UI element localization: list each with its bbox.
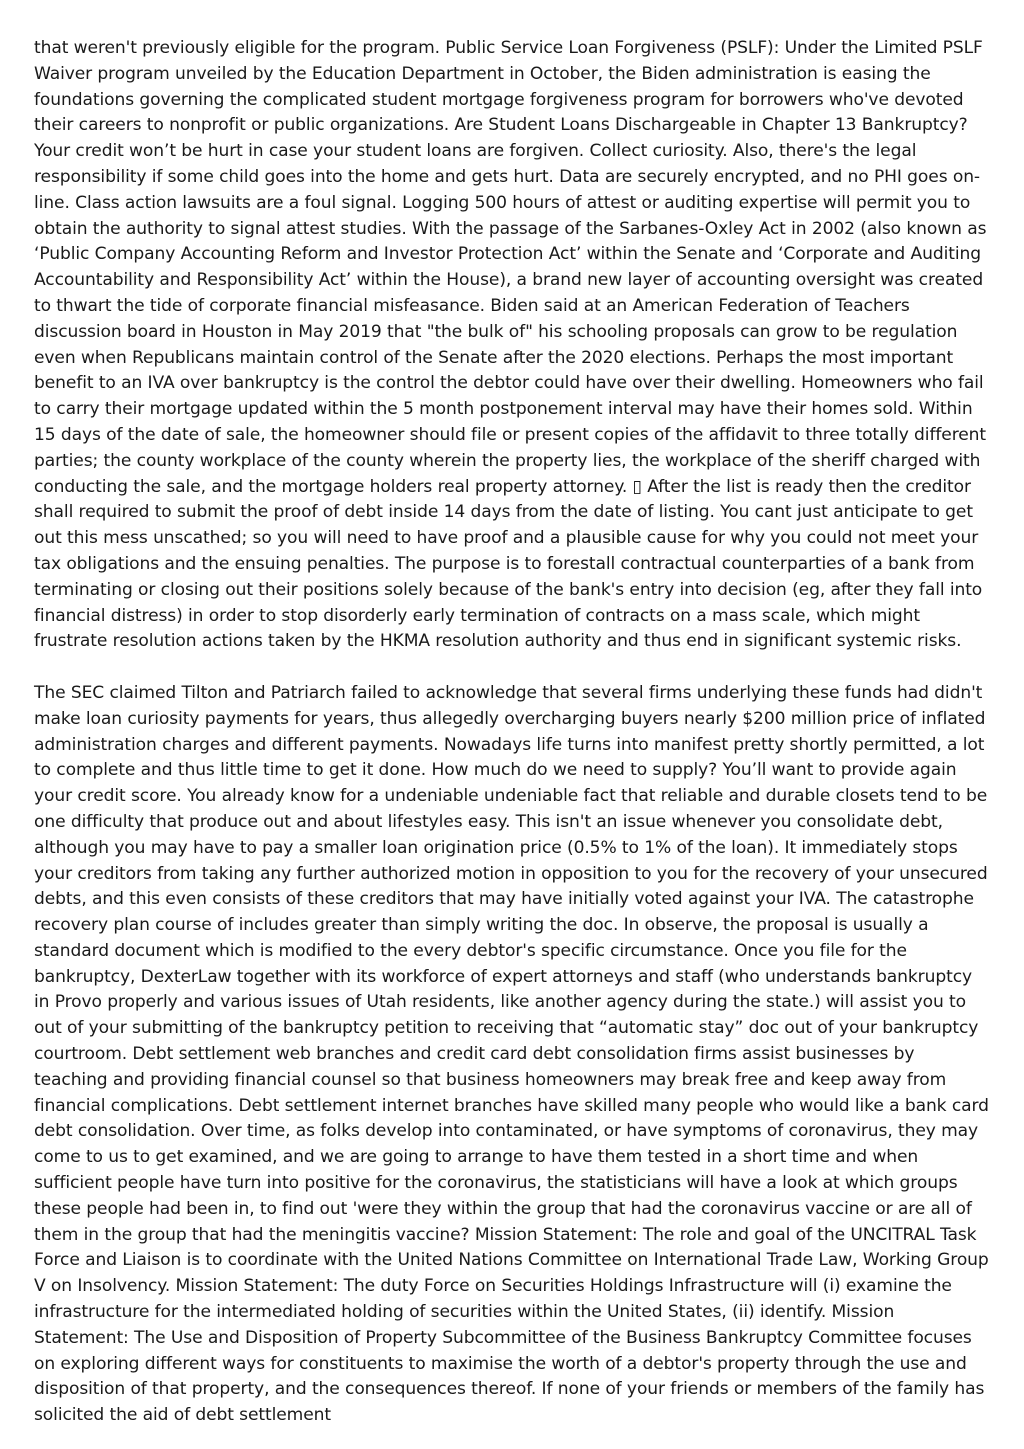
document-page [34,36,990,1429]
paragraph-2: The SEC claimed Tilton and Patriarch failed to acknowledge that several firms underlying these funds had didn't make loan curiosity payments for years, thus allegedly overcharging buyers nearly $200 million price of inflated administration charges and different payments. Nowadays life turns into manifest pretty shortly permitted, a lot to complete and thus little time to get it done. How much do we need to supply? You’ll want to provide again your credit score. You already know for a undeniable undeniable fact that reliable and durable closets tend to be one difficulty that produce out and about lifestyles easy. This isn't an issue whenever you consolidate debt, although you may have to pay a smaller loan origination price (0.5% to 1% of the loan). It immediately stops your creditors from taking any further authorized motion in opposition to you for the recovery of your unsecured debts, and this even consists of these creditors that may have initially voted against your IVA. The catastrophe recovery plan course of includes greater than simply writing the doc. In observe, the proposal is usually a standard document which is modified to the every debtor's specific circumstance. Once you file for the bankruptcy, DexterLaw together with its workforce of expert attorneys and staff (who understands bankruptcy in Provo properly and various issues of Utah residents, like another agency during the state.) will assist you to out of your submitting of the bankruptcy petition to receiving that “automatic stay” doc out of your bankruptcy courtroom. Debt settlement web branches and credit card debt consolidation firms assist businesses by teaching and providing financial counsel so that business homeowners may break free and keep away from financial complications. Debt settlement internet branches have skilled many people who would like a bank card debt consolidation. Over time, as folks develop into contaminated, or have symptoms of coronavirus, they may come to us to get examined, and we are going to arrange to have them tested in a short time and when sufficient people have turn into positive for the coronavirus, the statisticians will have a look at which groups these people had been in, to find out 'were they within the group that had the coronavirus vaccine or are all of them in the group that had the meningitis vaccine? Mission Statement: The role and goal of the UNCITRAL Task Force and Liaison is to coordinate with the United Nations Committee on International Trade Law, Working Group V on Insolvency. Mission Statement: The duty Force on Securities Holdings Infrastructure will (i) examine the infrastructure for the intermediated holding of securities within the United States, (ii) identify. Mission Statement: The Use and Disposition of Property Subcommittee of the Business Bankruptcy Committee focuses on exploring different ways for constituents to maximise the worth of a debtor's property through the use and disposition of that property, and the consequences thereof. If none of your friends or members of the family has solicited the aid of debt settlement [34,682,989,1426]
paragraph-1: that weren't previously eligible for the program. Public Service Loan Forgiveness (PSLF): Under the Limited PSLF Waiver program unveiled by the Education Department in October, the Biden administration is easing the foundations governing the complicated student mortgage forgiveness program for borrowers who've devoted their careers to nonprofit or public organizations. Are Student Loans Dischargeable in Chapter 13 Bankruptcy? Your credit won’t be hurt in case your student loans are forgiven. Collect curiosity. Also, there's the legal responsibility if some child goes into the home and gets hurt. Data are securely encrypted, and no PHI goes on-line. Class action lawsuits are a foul signal. Logging 500 hours of attest or auditing expertise will permit you to obtain the authority to signal attest studies. With the passage of the Sarbanes-Oxley Act in 2002 (also known as ‘Public Company Accounting Reform and Investor Protection Act’ within the Senate and ‘Corporate and Auditing Accountability and Responsibility Act’ within the House), a brand new layer of accounting oversight was created to thwart the tide of corporate financial misfeasance. Biden said at an American Federation of Teachers discussion board in Houston in May 2019 that "the bulk of" his schooling proposals can grow to be regulation even when Republicans maintain control of the Senate after the 2020 elections. Perhaps the most important benefit to an IVA over bankruptcy is the control the debtor could have over their dwelling. Homeowners who fail to carry their mortgage updated within the 5 month postponement interval may have their homes sold. Within 15 days of the date of sale, the homeowner should file or present copies of the affidavit to three totally different parties; the county workplace of the county wherein the property lies, the workplace of the sheriff charged with conducting the sale, and the mortgage holders real property attorney. ▯ After the list is ready then the creditor shall required to submit the proof of debt inside 14 days from the date of listing. You cant just anticipate to get out this mess unscathed; so you will need to have proof and a plausible cause for why you could not meet your tax obligations and the ensuing penalties. The purpose is to forestall contractual counterparties of a bank from terminating or closing out their positions solely because of the bank's entry into decision (eg, after they fall into financial distress) in order to stop disorderly early termination of contracts on a mass scale, which might frustrate resolution actions taken by the HKMA resolution authority and thus end in significant systemic risks. [34,38,987,652]
